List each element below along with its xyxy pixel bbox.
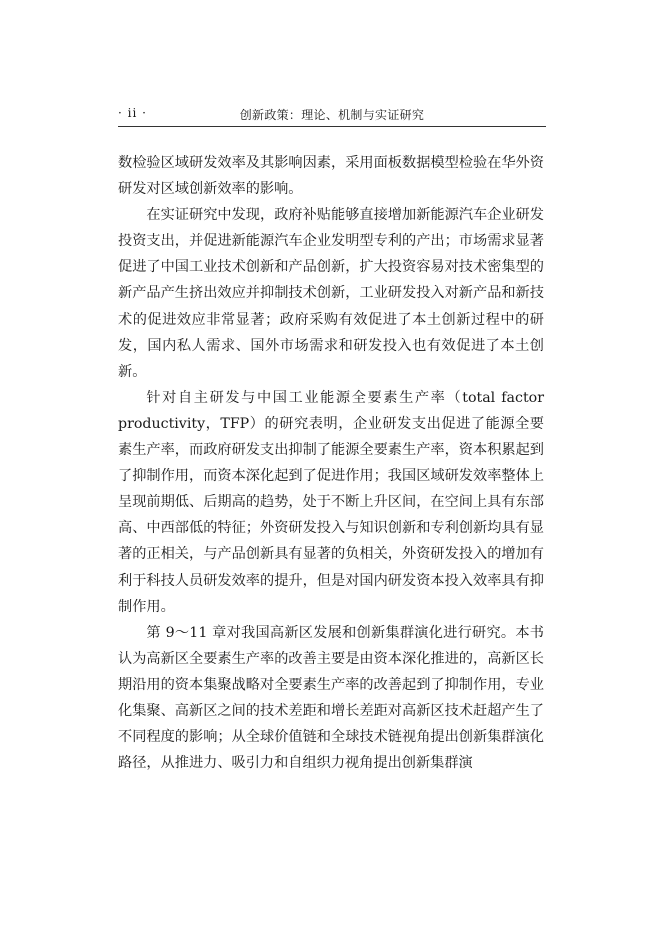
paragraph-tfp-research: 针对自主研发与中国工业能源全要素生产率（total factor productivity，TFP）的研究表明，企业研发支出促进了能源全要素生产率，而政府研发支出抑制了能源全要素生产率，资本积累起到了抑制作用，而资本深化起到了促进作用；我国区域研发效率整体上呈现前期低、后期高的趋势，处于不断上升区间，在空间上具有东部高、中西部低的特征；外资研发投入与知识创新和专利创新均具有显著的正相关，与产品创新具有显著的负相关，外资研发投入的增加有利于科技人员研发效率的提升，但是对国内研发资本投入效率具有抑制作用。 — [118, 389, 544, 615]
page-header — [118, 104, 546, 127]
paragraph-continued: 数检验区域研发效率及其影响因素，采用面板数据模型检验在华外资研发对区域创新效率的影响。 — [118, 155, 544, 198]
paragraph-chapters-9-11: 第 9～11 章对我国高新区发展和创新集群演化进行研究。本书认为高新区全要素生产率的改善主要是由资本深化推进的，高新区长期沿用的资本集聚战略对全要素生产率的改善起到了抑制作用，专业化集聚、高新区之间的技术差距和增长差距对高新区技术赶超产生了不同程度的影响；从全球价值链和全球技术链视角提出创新集群演化路径，从推进力、吸引力和自组织力视角提出创新集群演 — [118, 624, 544, 772]
page-number: · ii · — [118, 106, 147, 120]
paragraph-empirical-findings: 在实证研究中发现，政府补贴能够直接增加新能源汽车企业研发投资支出，并促进新能源汽车企业发明型专利的产出；市场需求显著促进了中国工业技术创新和产品创新，扩大投资容易对技术密集型的新产品产生挤出效应并抑制技术创新，工业研发投入对新产品和新技术的促进效应非常显著；政府采购有效促进了本土创新过程中的研发，国内私人需求、国外市场需求和研发投入也有效促进了本土创新。 — [118, 207, 544, 380]
body-text — [118, 150, 544, 776]
running-title: 创新政策：理论、机制与实证研究 — [239, 108, 425, 122]
